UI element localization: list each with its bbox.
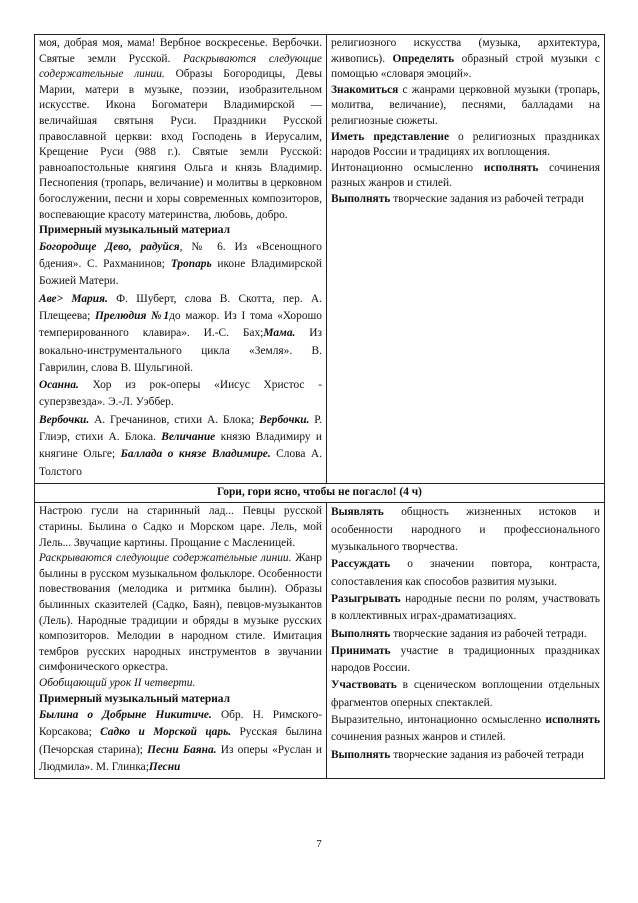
work-credit: Слова А. Толстого	[39, 448, 322, 478]
curriculum-table	[34, 34, 605, 779]
activity-text: с жанрами церковной музыки (тропарь, молитва, величание), песнями, балладами на религиозные сюжеты.	[331, 83, 600, 127]
material-item	[39, 377, 322, 412]
activity-text: сочинения разных жанров и стилей.	[331, 161, 600, 190]
work-title: Тропарь	[170, 258, 212, 271]
content-cell	[35, 35, 327, 484]
work-title: Богородице Дево, радуйся	[39, 240, 180, 253]
activity-text: творческие задания из рабочей тетради	[390, 192, 584, 205]
work-credit: до мажор. Из I тома «Хорошо темперированного клавира». И.-С. Бах;	[39, 309, 322, 340]
activity-verb: Выполнять	[331, 748, 391, 761]
work-credit: князю Владимиру и княгине Ольге;	[39, 430, 322, 461]
section-title: Гори, гори ясно, чтобы не погасло! (4 ч)	[35, 483, 605, 503]
activity-paragraph	[331, 626, 600, 643]
work-title: Баллада о князе Владимире.	[120, 448, 271, 461]
work-title: Вербочки.	[259, 413, 310, 426]
work-credit: Хор из рок-оперы «Иисус Христос - суперзвезда». Э.-Л. Уэббер.	[39, 379, 322, 409]
activity-verb: Участвовать	[331, 679, 397, 692]
activity-text: творческие задания из рабочей тетради.	[390, 627, 587, 640]
work-title: Прелюдия №1	[95, 309, 170, 322]
work-credit: Из вокально-инструментального цикла «Земля». В. Гаврилин, слова В. Шульгиной.	[39, 327, 323, 374]
work-title: Песни Баяна.	[147, 743, 217, 756]
activity-verb: Принимать	[331, 644, 391, 657]
activity-text: о религиозных праздниках народов России и традициях их воплощения.	[331, 130, 600, 159]
activity-verb: Разыгрывать	[331, 592, 401, 605]
activity-text: Интонационно осмысленно	[331, 161, 484, 174]
topic-text: моя, добрая моя, мама! Вербное воскресенье. Вербочки. Святые земли Русской.	[39, 37, 322, 65]
activity-text: творческие задания из рабочей тетради	[390, 748, 584, 761]
activity-paragraph	[331, 712, 600, 747]
activity-text: общность жизненных истоков и особенности народного и профессионального музыкального творчества.	[331, 506, 600, 554]
activity-paragraph	[331, 643, 600, 678]
activity-verb: исполнять	[545, 714, 600, 727]
activity-paragraph	[331, 504, 600, 556]
activity-text: народные песни по ролям, участвовать в коллективных играх-драматизациях.	[331, 592, 600, 623]
work-credit: иконе Владимирской Божией Матери.	[39, 258, 323, 288]
topic-text: Настрою гусли на старинный лад... Певцы русской старины. Былина о Садко и Морском царе. Лель, мой Лель... Звучащие картины. Прощание с Масленицей.	[39, 505, 322, 549]
activity-text: участие в традиционных праздниках народов России.	[331, 644, 600, 675]
activity-text: в сценическом воплощении отдельных фрагментов оперных спектаклей.	[331, 679, 600, 709]
activity-text: сочинения разных жанров и стилей.	[331, 731, 506, 744]
activity-verb: Определять	[392, 52, 455, 65]
topic-paragraph	[39, 504, 322, 551]
activity-verb: Выполнять	[331, 627, 391, 640]
activity-paragraph	[331, 591, 600, 626]
activity-paragraph	[331, 161, 600, 192]
curriculum-page	[34, 34, 604, 779]
activity-verb: исполнять	[483, 161, 539, 174]
work-title: Былина о Добрыне Никитиче.	[39, 709, 212, 722]
activity-verb: Выполнять	[331, 192, 391, 205]
reveal-label: Раскрываются следующие содержательные линии.	[39, 552, 292, 565]
table-row	[35, 503, 605, 779]
content-lines-text: Образы Богородицы, Девы Марии, матери в музыке, поэзии, изобразительном искусстве. Икона Богоматери Владимирской — величайшая святыня Руси. Праздники Русской православной церкви: вход Господень в Иерусалим, Крещение Руси (988 г.). Святые земли Русской: равноапостольные княгиня Ольга и князь Владимир. Песнопения (тропарь, величание) и молитвы в церковном богослужении, песни и хоры современных композиторов, воспевающие красоту материнства, любовь, добро.	[39, 68, 322, 221]
material-item	[39, 707, 322, 776]
work-credit: , № 6. Из «Всенощного бдения». С. Рахманинов;	[39, 240, 323, 271]
section-header-row	[35, 483, 605, 503]
work-title: Песни	[148, 761, 181, 774]
activity-paragraph	[331, 83, 600, 130]
topic-paragraph	[39, 36, 322, 223]
activity-paragraph	[331, 677, 600, 712]
topic-paragraph	[39, 551, 322, 676]
work-title: Величание	[161, 430, 216, 443]
work-title: Вербочки.	[39, 413, 90, 426]
page-number: 7	[316, 838, 322, 850]
activity-verb: Иметь представление	[331, 130, 450, 143]
content-cell	[35, 503, 327, 779]
activity-paragraph	[331, 192, 600, 208]
work-title: Аве> Мария.	[39, 292, 108, 305]
activities-cell	[327, 503, 605, 779]
activity-paragraph	[331, 747, 600, 764]
work-credit: Русская былина (Печорская старина);	[39, 726, 322, 756]
work-credit: Обр. Н. Римского-Корсакова;	[39, 709, 322, 739]
activity-paragraph	[331, 130, 600, 161]
work-title: Осанна.	[39, 379, 79, 392]
work-title: Мама.	[263, 327, 296, 340]
activity-verb: Рассуждать	[331, 558, 391, 571]
work-title: Садко и Морской царь.	[100, 726, 232, 739]
reveal-label: Раскрываются следующие содержательные линии.	[39, 52, 322, 81]
activity-text: религиозного искусства (музыка, архитектура, живопись).	[331, 37, 600, 65]
material-item	[39, 291, 322, 377]
activity-text: о значении повтора, контраста, сопоставления как способов развития музыки.	[331, 558, 600, 588]
activity-verb: Знакомиться	[331, 83, 399, 96]
material-item	[39, 239, 322, 291]
activity-text: Выразительно, интонационно осмысленно	[331, 714, 546, 727]
work-credit: Из оперы «Руслан и Людмила». М. Глинка;	[39, 743, 322, 774]
activity-paragraph	[331, 556, 600, 591]
work-credit: А. Гречанинов, стихи А. Блока;	[89, 413, 260, 426]
activity-verb: Выявлять	[331, 506, 384, 519]
activity-paragraph	[331, 36, 600, 83]
activity-text: образный строй музыки с помощью «словаря эмоций».	[331, 52, 600, 81]
work-credit: Р. Глиэр, стихи А. Блока.	[39, 413, 322, 443]
material-heading: Примерный музыкальный материал	[39, 692, 230, 705]
material-item	[39, 412, 322, 481]
content-lines-text: Жанр былины в русском музыкальном фольклоре. Особенности повествования (мелодика и ритмика былин). Образы былинных сказителей (Садко, Баян), певцов-музыкантов (Лель). Народные традиции и обряды в музыке русских композиторов. Мелодии в народном стиле. Имитация тембров русских народных инструментов в звучании симфонического оркестра.	[39, 552, 322, 674]
activities-cell	[327, 35, 605, 484]
summary-lesson: Обобщающий урок II четверти.	[39, 677, 196, 689]
work-credit: Ф. Шуберт, слова В. Скотта, пер. А. Плещеева;	[39, 292, 322, 322]
table-row	[35, 35, 605, 484]
material-heading: Примерный музыкальный материал	[39, 224, 230, 237]
